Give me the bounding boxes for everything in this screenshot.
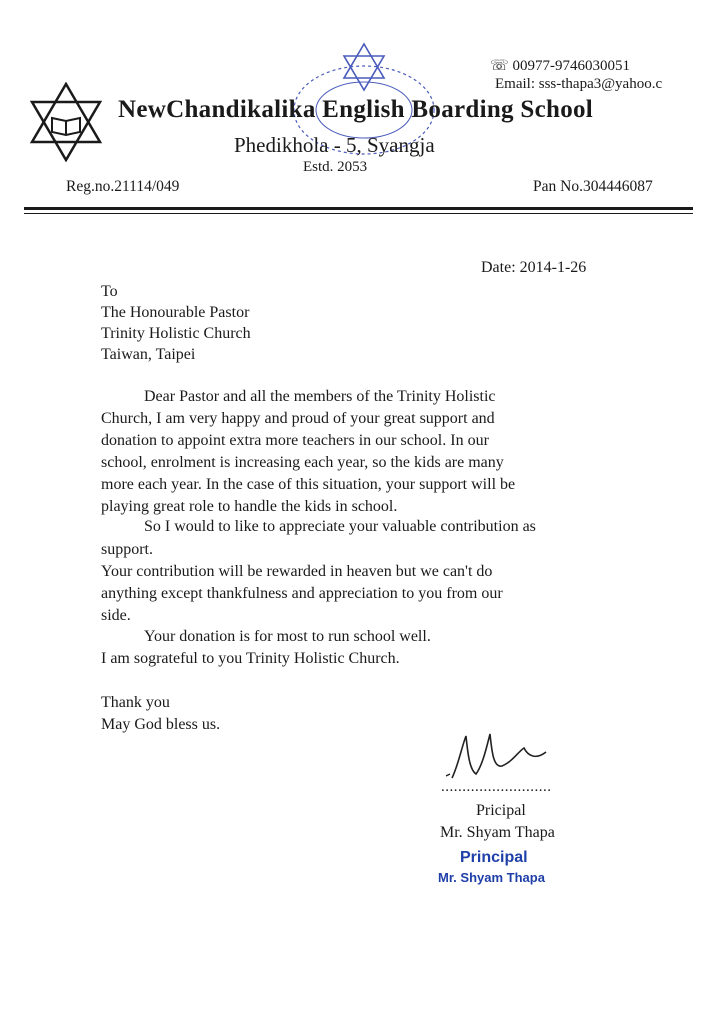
stamp-name: Mr. Shyam Thapa [438, 870, 545, 885]
body-line: side. [101, 607, 131, 624]
body-line: donation to appoint extra more teachers in our school. In our [101, 432, 489, 449]
body-line: more each year. In the case of this situation, your support will be [101, 476, 516, 493]
body-line: playing great role to handle the kids in school. [101, 498, 398, 515]
body-line: Your contribution will be rewarded in heaven but we can't do [101, 563, 493, 580]
school-name: NewChandikalika English Boarding School [118, 96, 594, 123]
signatory-title: Pricipal [476, 802, 526, 819]
school-address: Phedikhola - 5, Syangja [234, 133, 435, 157]
header-divider-thin [24, 213, 693, 214]
school-logo-icon [26, 82, 106, 162]
recipient-line: Trinity Holistic Church [101, 325, 251, 342]
phone-line [490, 56, 630, 75]
pan-number: Pan No.304446087 [533, 178, 653, 195]
email-line: Email: sss-thapa3@yahoo.c [495, 76, 663, 92]
body-line: Your donation is for most to run school well. [144, 628, 431, 645]
body-line: school, enrolment is increasing each year, so the kids are many [101, 454, 504, 471]
recipient-line: Taiwan, Taipei [101, 346, 196, 363]
body-line: Dear Pastor and all the members of the Trinity Holistic [144, 388, 496, 405]
body-line: anything except thankfulness and appreciation to you from our [101, 585, 503, 602]
body-line: I am sograteful to you Trinity Holistic Church. [101, 650, 400, 667]
closing-line: Thank you [101, 694, 170, 711]
header-divider-thick [24, 207, 693, 210]
body-line: Church, I am very happy and proud of your great support and [101, 410, 495, 427]
phone-icon: ☏ [490, 58, 509, 74]
recipient-line: To [101, 283, 118, 300]
signatory-name: Mr. Shyam Thapa [440, 824, 555, 841]
closing-line: May God bless us. [101, 716, 221, 733]
recipient-line: The Honourable Pastor [101, 304, 250, 321]
body-line: So I would to like to appreciate your valuable contribution as [144, 518, 536, 535]
phone-number: 00977-9746030051 [512, 58, 631, 74]
signature-line: .......................... [441, 779, 552, 795]
letter-date: Date: 2014-1-26 [481, 259, 587, 276]
body-line: support. [101, 541, 153, 558]
registration-number: Reg.no.21114/049 [66, 178, 180, 195]
stamp-title: Principal [460, 849, 528, 866]
established-year: Estd. 2053 [303, 159, 368, 175]
